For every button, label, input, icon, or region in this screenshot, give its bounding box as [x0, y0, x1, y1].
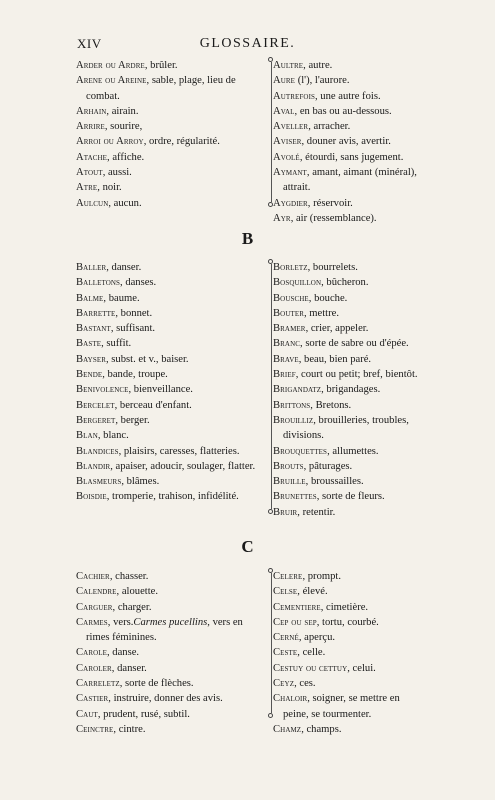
- glossary-entry: [273, 584, 423, 599]
- entry-definition: , suffisant.: [110, 323, 156, 335]
- entry-headword: Chaloir: [273, 693, 308, 705]
- glossary-entry: [273, 569, 423, 584]
- entry-definition: , baume.: [103, 292, 140, 304]
- entry-headword: Bruir: [273, 506, 298, 518]
- entry-headword: Brigandatz: [273, 384, 322, 396]
- entry-headword: Cachier: [76, 571, 110, 582]
- glossary-entry: [273, 260, 423, 275]
- entry-headword: Aviser: [273, 136, 302, 148]
- entry-headword: Autrefois: [273, 90, 315, 102]
- entry-italic-phrase: Carmes pucellins: [133, 616, 208, 628]
- glossary-entry: [273, 722, 423, 737]
- right-column: [273, 58, 423, 226]
- entry-definition: , airain.: [106, 105, 139, 117]
- entry-definition: , élevé.: [297, 586, 328, 598]
- entry-definition: , ces.: [294, 678, 316, 690]
- glossary-entry: [273, 398, 423, 413]
- column-divider: [271, 62, 272, 202]
- entry-definition: , subst. et v., baiser.: [105, 353, 189, 365]
- left-column: [76, 569, 268, 737]
- glossary-entry: [273, 196, 423, 211]
- glossary-entry: [273, 58, 423, 73]
- entry-headword: Aultre: [273, 60, 304, 71]
- entry-definition: , bouche.: [308, 292, 348, 304]
- entry-definition: , suffit.: [101, 338, 132, 350]
- glossary-entry: [273, 119, 423, 134]
- glossary-entry: [273, 691, 423, 722]
- entry-definition: , sourire,: [104, 121, 143, 133]
- left-column: [76, 58, 268, 211]
- glossary-entry: [76, 58, 268, 73]
- entry-definition: , ordre, régularité.: [143, 136, 220, 148]
- entry-headword: Arroi ou Arroy: [76, 136, 144, 148]
- entry-headword: Balletons: [76, 277, 121, 289]
- entry-definition: (l'), l'aurore.: [295, 75, 350, 87]
- entry-headword: Aveller: [273, 121, 309, 133]
- left-column: [76, 260, 268, 505]
- entry-headword: Atache: [76, 151, 108, 163]
- glossary-entry: [273, 382, 423, 397]
- page-number: XIV: [77, 36, 102, 51]
- glossary-entry: [273, 630, 423, 645]
- entry-headword: Aure: [273, 75, 296, 87]
- entry-headword: Chamz: [273, 723, 302, 735]
- entry-definition: , berger.: [115, 414, 150, 426]
- glossary-entry: [273, 211, 423, 226]
- entry-definition: , danse.: [107, 647, 140, 659]
- entry-headword: Aygdier: [273, 197, 308, 209]
- right-column: [273, 569, 423, 737]
- entry-headword: Bastant: [76, 323, 111, 335]
- entry-definition: , blanc.: [97, 430, 129, 442]
- glossary-entry: [273, 306, 423, 321]
- entry-headword: Castier: [76, 693, 109, 705]
- entry-headword: Cementiere: [273, 601, 321, 613]
- entry-headword: Arder ou Ardre: [76, 60, 145, 71]
- glossary-entry: [273, 505, 423, 520]
- entry-definition: , sable, plage, lieu de combat.: [86, 75, 236, 102]
- glossary-entry: [273, 600, 423, 615]
- entry-definition: , aperçu.: [298, 632, 336, 644]
- glossary-entry: [76, 180, 268, 195]
- glossary-entry: [76, 722, 268, 737]
- entry-headword: Blandir: [76, 460, 111, 472]
- glossary-entry: [76, 165, 268, 180]
- entry-definition: , danser.: [111, 662, 147, 674]
- entry-headword: Barrette: [76, 307, 116, 319]
- glossary-entry: [76, 119, 268, 134]
- entry-definition: , aussi.: [102, 167, 132, 179]
- entry-definition: , court ou petit; bref, bientôt.: [295, 369, 418, 381]
- entry-definition: , Bretons.: [310, 399, 352, 411]
- entry-definition: , prompt.: [302, 571, 342, 582]
- entry-definition: , cimetière.: [320, 601, 369, 613]
- glossary-entry: [273, 73, 423, 88]
- glossary-entry: [273, 489, 423, 504]
- entry-definition: , bonnet.: [115, 307, 153, 319]
- entry-headword: Bramer: [273, 323, 306, 335]
- entry-definition: , brûler.: [144, 60, 178, 71]
- entry-definition: , soigner, se mettre en peine, se tourmenter.: [283, 693, 400, 720]
- glossary-entry: [273, 104, 423, 119]
- entry-headword: Ceste: [273, 647, 298, 659]
- entry-definition: , sorte de sabre ou d'épée.: [300, 338, 409, 350]
- glossary-entry: [76, 398, 268, 413]
- entry-definition: , réservoir.: [307, 197, 353, 209]
- entry-definition: , une autre fois.: [315, 90, 381, 102]
- entry-definition: , retentir.: [297, 506, 336, 518]
- glossary-entry: [273, 352, 423, 367]
- entry-definition: , celui.: [347, 662, 376, 674]
- entry-headword: Aval: [273, 105, 295, 117]
- glossary-entry: [76, 275, 268, 290]
- glossary-entry: [76, 306, 268, 321]
- entry-definition: , bûcheron.: [321, 277, 369, 289]
- entry-definition: , allumettes.: [327, 445, 379, 457]
- section-letter-b: B: [241, 229, 254, 248]
- glossary-entry: [273, 134, 423, 149]
- glossary-entry: [273, 676, 423, 691]
- entry-headword: Arrire: [76, 121, 105, 133]
- entry-headword: Ceinctre: [76, 723, 114, 735]
- glossary-entry: [273, 150, 423, 165]
- entry-headword: Brouts: [273, 460, 304, 472]
- entry-definition: , bienveillance.: [128, 384, 193, 396]
- entry-headword: Arhain: [76, 105, 107, 117]
- glossary-entry: [76, 428, 268, 443]
- glossary-entry: [76, 382, 268, 397]
- entry-headword: Branc: [273, 338, 301, 350]
- glossary-entry: [76, 321, 268, 336]
- entry-headword: Ceyz: [273, 678, 295, 690]
- glossary-entry: [76, 104, 268, 119]
- glossary-entry: [273, 444, 423, 459]
- glossary-entry: [273, 165, 423, 196]
- entry-headword: Brave: [273, 353, 299, 365]
- entry-headword: Atre: [76, 182, 98, 194]
- entry-headword: Brouquettes: [273, 445, 328, 457]
- entry-definition: , aucun.: [108, 197, 142, 209]
- glossary-entry: [76, 676, 268, 691]
- glossary-entry: [273, 413, 423, 444]
- glossary-entry: [273, 291, 423, 306]
- entry-definition: , sorte de fleurs.: [316, 491, 385, 503]
- entry-headword: Blandices: [76, 445, 119, 457]
- right-column: [273, 260, 423, 520]
- glossary-entry: [76, 645, 268, 660]
- glossary-entry: [273, 321, 423, 336]
- entry-headword: Celse: [273, 586, 298, 598]
- glossary-entry: [76, 584, 268, 599]
- glossary-entry: [76, 134, 268, 149]
- section-letter-c: C: [241, 537, 254, 556]
- entry-definition: , sorte de flèches.: [119, 678, 194, 690]
- glossary-entry: [273, 89, 423, 104]
- entry-definition: , apaiser, adoucir, soulager, flatter.: [110, 460, 256, 472]
- entry-definition: , danses.: [120, 277, 157, 289]
- glossary-entry: [76, 291, 268, 306]
- entry-headword: Brittons: [273, 399, 311, 411]
- entry-definition: , brigandages.: [321, 384, 381, 396]
- entry-headword: Ayr: [273, 212, 291, 224]
- entry-definition: , alouette.: [116, 586, 159, 598]
- glossary-entry: [76, 260, 268, 275]
- glossary-entry: [273, 367, 423, 382]
- entry-headword: Bousche: [273, 292, 309, 304]
- glossary-entry: [76, 459, 268, 474]
- glossary-entry: [273, 645, 423, 660]
- column-divider: [271, 264, 272, 509]
- glossary-entry: [76, 73, 268, 104]
- entry-headword: Brief: [273, 369, 296, 381]
- entry-headword: Cerné: [273, 632, 299, 644]
- entry-headword: Bercelet: [76, 399, 115, 411]
- entry-definition: , arracher.: [308, 121, 351, 133]
- entry-headword: Balme: [76, 292, 104, 304]
- entry-definition: , plaisirs, caresses, flatteries.: [118, 445, 240, 457]
- glossary-entry: [273, 474, 423, 489]
- entry-definition: , noir.: [97, 182, 122, 194]
- entry-definition: , amant, aimant (minéral), attrait.: [283, 167, 417, 194]
- entry-definition: , air (ressemblance).: [290, 212, 377, 224]
- glossary-entry: [76, 474, 268, 489]
- glossary-entry: [273, 336, 423, 351]
- entry-headword: Bruille: [273, 476, 306, 488]
- entry-headword: Blan: [76, 430, 98, 442]
- glossary-entry: [76, 444, 268, 459]
- glossary-entry: [76, 150, 268, 165]
- entry-headword: Celere: [273, 571, 303, 582]
- entry-definition: , celle.: [297, 647, 326, 659]
- glossary-entry: [273, 275, 423, 290]
- column-divider: [271, 573, 272, 713]
- entry-headword: Bouter: [273, 307, 304, 319]
- entry-headword: Brouilliz: [273, 414, 314, 426]
- entry-headword: Carmes: [76, 616, 108, 628]
- entry-headword: Borletz: [273, 262, 308, 273]
- entry-headword: Carole: [76, 647, 107, 659]
- glossary-entry: [273, 459, 423, 474]
- entry-definition: , tromperie, trahison, infidélité.: [106, 491, 239, 503]
- entry-definition: , danser.: [106, 262, 142, 273]
- glossary-entry: [273, 661, 423, 676]
- glossary-entry: [76, 489, 268, 504]
- entry-definition: , étourdi, sans jugement.: [299, 151, 404, 163]
- entry-definition: , charger.: [112, 601, 152, 613]
- glossary-entry: [76, 707, 268, 722]
- entry-headword: Caut: [76, 708, 98, 720]
- entry-definition: , crier, appeler.: [305, 323, 369, 335]
- entry-definition: , prudent, rusé, subtil.: [97, 708, 190, 720]
- entry-definition: , brouilleries, troubles, divisions.: [283, 414, 409, 442]
- glossary-entry: [76, 600, 268, 615]
- entry-definition: , en bas ou au-dessous.: [294, 105, 392, 117]
- glossary-entry: [76, 661, 268, 676]
- entry-headword: Cep ou sep: [273, 616, 317, 628]
- entry-headword: Bayser: [76, 353, 106, 365]
- entry-headword: Cestuy ou cettuy: [273, 662, 348, 674]
- entry-headword: Aymant: [273, 167, 307, 179]
- entry-definition: , beau, bien paré.: [298, 353, 372, 365]
- entry-definition: , instruire, donner des avis.: [108, 693, 223, 705]
- glossary-entry: [76, 367, 268, 382]
- entry-headword: Baste: [76, 338, 102, 350]
- entry-definition: , broussailles.: [305, 476, 364, 488]
- entry-headword: Baller: [76, 262, 107, 273]
- glossary-entry: [76, 352, 268, 367]
- glossary-entry: [273, 615, 423, 630]
- page-header: [0, 30, 495, 50]
- entry-headword: Bergeret: [76, 414, 116, 426]
- entry-headword: Arene ou Areine: [76, 75, 147, 87]
- entry-definition: , cintre.: [113, 723, 146, 735]
- glossary-entry: [76, 336, 268, 351]
- entry-headword: Blasmeurs: [76, 476, 122, 488]
- entry-definition: , blâmes.: [121, 476, 160, 488]
- glossary-entry: [76, 691, 268, 706]
- glossary-entry: [76, 615, 268, 646]
- entry-headword: Atout: [76, 167, 103, 179]
- entry-headword: Calendre: [76, 586, 117, 598]
- entry-definition: , affiche.: [107, 151, 145, 163]
- glossary-entry: [76, 569, 268, 584]
- entry-headword: Brunettes: [273, 491, 317, 503]
- entry-definition: , bande, troupe.: [102, 369, 168, 381]
- entry-headword: Aulcun: [76, 197, 109, 209]
- entry-definition: , champs.: [301, 723, 342, 735]
- entry-definition: , tortu, courbé.: [316, 616, 379, 628]
- entry-definition: , berceau d'enfant.: [114, 399, 192, 411]
- entry-definition: , vers.: [107, 616, 134, 628]
- entry-definition: , douner avis, avertir.: [301, 136, 391, 148]
- entry-headword: Benivolence: [76, 384, 129, 396]
- entry-definition-cont: , vers en rimes féminines.: [86, 616, 243, 644]
- entry-headword: Caroler: [76, 662, 112, 674]
- entry-headword: Carguer: [76, 601, 113, 613]
- glossary-entry: [76, 413, 268, 428]
- entry-headword: Boisdie: [76, 491, 107, 503]
- entry-definition: , chasser.: [109, 571, 149, 582]
- entry-definition: , pâturages.: [303, 460, 353, 472]
- entry-definition: , mettre.: [304, 307, 340, 319]
- page-title: GLOSSAIRE.: [199, 36, 296, 51]
- entry-headword: Carreletz: [76, 678, 120, 690]
- entry-headword: Avolé: [273, 151, 300, 163]
- entry-headword: Bende: [76, 369, 103, 381]
- entry-definition: , bourrelets.: [307, 262, 358, 273]
- entry-headword: Bosquillon: [273, 277, 322, 289]
- entry-definition: , autre.: [303, 60, 333, 71]
- glossary-entry: [76, 196, 268, 211]
